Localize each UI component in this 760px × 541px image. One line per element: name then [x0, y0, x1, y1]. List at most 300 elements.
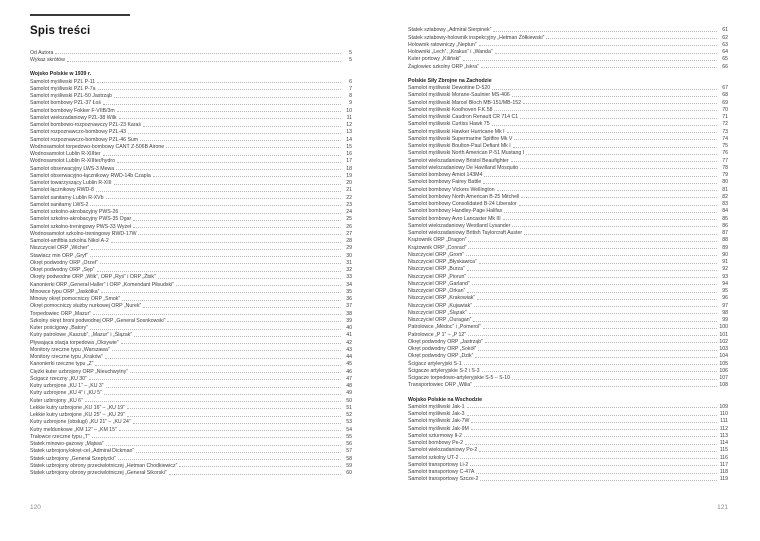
dot-leader	[104, 394, 341, 395]
toc-entry	[30, 172, 352, 179]
toc-entry	[408, 323, 728, 330]
dot-leader	[471, 429, 717, 430]
toc-entry	[30, 389, 352, 396]
toc-entry-page: 60	[346, 470, 352, 476]
toc-entry-page: 100	[719, 324, 728, 331]
toc-entry-label: Samolot łącznikowy RWD-8	[30, 187, 94, 194]
dot-leader	[464, 364, 717, 365]
toc-entry	[30, 135, 352, 142]
toc-entry	[408, 84, 728, 91]
toc-entry-page: 37	[346, 303, 352, 310]
dot-leader	[467, 407, 718, 408]
toc-entry-page: 42	[346, 339, 352, 346]
toc-entry	[408, 207, 728, 214]
toc-entry	[408, 142, 728, 149]
toc-entry-label: Samolot bombowo-rozpoznawczy PZL-23 Karaś	[30, 122, 142, 128]
toc-entry-label: Ciężki kuter uzbrojony ORP „Nieuchwytny”	[30, 368, 128, 375]
dot-leader	[479, 263, 717, 264]
toc-entry-page: 32	[346, 267, 352, 273]
dot-leader	[495, 53, 717, 54]
toc-entry-label: Krążownik ORP „Dragon”	[408, 237, 467, 244]
toc-entry-label: Okręt podwodny ORP „Orzeł”	[30, 259, 98, 266]
toc-entry-label: Samolot sanitarny Lublin R-XVb	[30, 194, 104, 201]
toc-entry-page: 55	[346, 433, 352, 440]
toc-entry-label: Samolot myśliwski Supermarine Spitfire Mk V	[408, 135, 513, 142]
toc-entry-page: 67	[722, 85, 728, 91]
toc-entry-label: Okręty podwodne ORP „Wilk”, ORP „Ryś” i ORP „Żbik”	[30, 274, 156, 281]
dot-leader	[474, 386, 717, 387]
toc-entry	[408, 309, 728, 316]
dot-leader	[463, 60, 717, 61]
toc-entry-page: 47	[346, 375, 352, 382]
toc-entry-label: Patrolowce „P 1” – „P 12”	[408, 331, 467, 338]
toc-entry	[408, 26, 728, 33]
toc-entry	[408, 403, 728, 410]
dot-leader	[133, 423, 341, 424]
dot-leader	[134, 336, 341, 337]
toc-entry-page: 107	[719, 375, 728, 381]
dot-leader	[127, 416, 341, 417]
toc-entry-label: Lekkie kutry uzbrojone „KU 16” – „KU 19”	[30, 404, 125, 411]
toc-entry-page: 43	[346, 346, 352, 353]
toc-entry-page: 89	[722, 244, 728, 251]
toc-entry-label: Kutry uzbrojone (obsługi) „KU 21” – „KU 24”	[30, 419, 131, 426]
toc-entry	[30, 440, 352, 447]
toc-entry-label: Statek uzbrojony obrony przeciwlotniczej „Generał Sikorski”	[30, 470, 167, 476]
toc-entry-page: 7	[349, 85, 352, 92]
toc-entry	[30, 193, 352, 200]
toc-entry	[30, 179, 352, 186]
dot-leader	[468, 241, 717, 242]
toc-entry-page: 53	[346, 419, 352, 426]
dot-leader	[121, 343, 341, 344]
toc-entry-page: 10	[346, 107, 352, 114]
toc-entry-page: 74	[722, 135, 728, 142]
toc-entry-label: Wykaz skrótów	[30, 57, 65, 63]
dot-leader	[112, 350, 341, 351]
dot-leader	[480, 480, 717, 481]
toc-entry-page: 119	[719, 476, 728, 483]
toc-entry-page: 46	[346, 368, 352, 375]
toc-entry	[408, 164, 728, 171]
toc-entry-label: Samolot myśliwski Curtiss Hawk 75	[408, 121, 490, 128]
dot-leader	[130, 372, 341, 373]
toc-entry	[30, 128, 352, 135]
toc-entry	[408, 156, 728, 163]
dot-leader	[483, 328, 717, 329]
toc-entry-label: Kanonierki rzeczne typu „Z”	[30, 361, 94, 368]
dot-leader	[484, 176, 717, 177]
toc-entry-label: Samolot towarzyszący Lublin R-XIII	[30, 180, 112, 186]
dot-leader	[470, 465, 717, 466]
toc-entry-label: Samolot wielozadaniowy British Taylorcraft Auster	[408, 230, 523, 236]
toc-entry	[408, 178, 728, 185]
dot-leader	[524, 234, 717, 235]
toc-entry-label: Samolot myśliwski Jak-1	[408, 403, 465, 410]
toc-entry-page: 9	[349, 100, 352, 107]
toc-entry	[30, 208, 352, 215]
dot-leader	[507, 132, 717, 133]
toc-entry-label: Samolot bombowy North American B-25 Mitchell	[408, 193, 520, 200]
toc-entry	[30, 346, 352, 353]
toc-entry	[408, 338, 728, 345]
toc-entry-page: 22	[346, 194, 352, 201]
dot-leader	[128, 133, 341, 134]
dot-leader	[503, 219, 717, 220]
toc-entry-label: Samolot myśliwski PZL P-11	[30, 78, 96, 85]
dot-leader	[133, 227, 341, 228]
toc-entry	[408, 432, 728, 439]
toc-entry	[30, 215, 352, 222]
toc-entry	[30, 367, 352, 374]
toc-entry	[30, 411, 352, 418]
toc-entry-label: Samolot myśliwski Jak-9M	[408, 425, 469, 432]
dot-leader	[519, 205, 717, 206]
dot-leader	[91, 249, 341, 250]
toc-entry-page: 18	[346, 165, 352, 172]
toc-entry-label: Transportowiec ORP „Wilia”	[408, 382, 472, 389]
dot-leader	[485, 342, 717, 343]
toc-entry-page: 71	[722, 114, 728, 120]
toc-entry	[30, 157, 352, 164]
toc-entry	[408, 62, 728, 69]
dot-leader	[117, 162, 341, 163]
toc-entry-label: Kutry patrolowe „Kaszub”, „Mazur” i „Ślązak”	[30, 332, 133, 339]
toc-entry-label: Krążownik ORP „Conrad”	[408, 244, 467, 251]
toc-entry-page: 27	[346, 230, 352, 237]
dot-leader	[133, 220, 341, 221]
toc-entry-label: Statek sztabowy-holownik inspekcyjny „Hetman Żółkiewski”	[408, 34, 545, 41]
dot-leader	[90, 256, 341, 257]
toc-entry	[30, 317, 352, 324]
dot-leader	[467, 415, 718, 416]
toc-entry-label: Samolot bombowy Amiot 143M4	[408, 172, 483, 178]
toc-entry-label: Pływająca stacja torpedowa „Oksywie”	[30, 339, 119, 346]
dot-leader	[482, 371, 718, 372]
toc-entry-page: 78	[722, 164, 728, 171]
dot-leader	[473, 321, 717, 322]
toc-entry-page: 101	[719, 331, 728, 338]
dot-leader	[474, 306, 717, 307]
toc-entry	[408, 91, 728, 98]
toc-entry	[408, 417, 728, 424]
toc-entry-label: Okręt podwodny ORP „Jastrząb”	[408, 338, 483, 345]
toc-entry-label: Samolot obserwacyjny LWS-3 Mewa	[30, 165, 115, 172]
toc-entry	[30, 56, 352, 63]
dot-leader	[176, 285, 341, 286]
toc-entry-page: 106	[719, 367, 728, 374]
dot-leader	[526, 154, 717, 155]
toc-entry-page: 75	[722, 143, 728, 149]
toc-entry-label: Samolot wielozadaniowy Po-2	[408, 447, 478, 454]
toc-entry-page: 16	[346, 151, 352, 157]
toc-entry-label: Samolot wielozadaniowy De Havilland Mosquito	[408, 164, 519, 171]
dot-leader	[477, 299, 717, 300]
toc-entry-page: 36	[346, 296, 352, 302]
dot-leader	[514, 139, 717, 140]
toc-entry-label: Samolot wielozadaniowy PZL-38 Wilk	[30, 114, 117, 121]
toc-entry-page: 41	[346, 332, 352, 339]
dot-leader	[117, 111, 341, 112]
toc-entry	[408, 367, 728, 374]
toc-entry-label: Okręt podwodny ORP „Sęp”	[30, 267, 95, 273]
dot-leader	[468, 248, 717, 249]
toc-entry-label: Samolot szkolno-treningowy PWS-33 Wyżeł	[30, 223, 132, 230]
toc-entry-page: 64	[722, 49, 728, 55]
toc-entry-page: 44	[346, 354, 352, 360]
dot-leader	[103, 155, 341, 156]
toc-entry-page: 111	[720, 418, 728, 425]
toc-entry-page: 62	[722, 34, 728, 41]
dot-leader	[476, 473, 717, 474]
toc-entry	[408, 243, 728, 250]
toc-entry-label: Samolot myśliwski Dewoitine D-520	[408, 85, 491, 91]
toc-entry-page: 118	[719, 469, 728, 475]
toc-entry-page: 92	[722, 266, 728, 273]
toc-entry-page: 17	[346, 158, 352, 165]
toc-entry-page: 95	[722, 288, 728, 294]
toc-entry-label: Żaglowiec szkolny ORP „Iskra”	[408, 63, 479, 70]
toc-entry-page: 68	[722, 92, 728, 99]
toc-entry-label: Niszczyciel ORP „Błyskawica”	[408, 259, 477, 265]
dot-leader	[504, 212, 717, 213]
toc-entry-label: Samolot obserwacyjno-łącznikowy RWD-14b Czapla	[30, 172, 151, 179]
dot-leader	[106, 445, 341, 446]
toc-entry-page: 117	[719, 461, 728, 468]
dot-leader	[111, 242, 341, 243]
toc-entry-page: 59	[346, 462, 352, 469]
dot-leader	[97, 271, 342, 272]
toc-entry-page: 83	[722, 201, 728, 207]
dot-leader	[90, 205, 341, 206]
toc-entry-label: Kuter pościgowy „Batory”	[30, 325, 88, 331]
toc-entry-label: Samolot rozpoznawczo-bombowy PZL-43	[30, 129, 127, 136]
toc-entry-label: Statek uzbrojony „Generał Szeptycki”	[30, 455, 116, 462]
toc-entry	[30, 396, 352, 403]
dot-leader	[103, 104, 341, 105]
toc-entry-page: 38	[346, 310, 352, 317]
toc-entry-page: 35	[346, 288, 352, 295]
toc-entry-page: 96	[722, 295, 728, 302]
toc-entry	[408, 41, 728, 48]
toc-entry-label: Trałowce rzeczne typu „T”	[30, 433, 90, 440]
toc-entry	[408, 294, 728, 301]
toc-entry-page: 113	[719, 432, 728, 439]
dot-leader	[483, 183, 717, 184]
toc-entry-label: Samolot myśliwski Marcel Bloch MB-151/MB-152	[408, 99, 522, 106]
dot-leader	[492, 89, 717, 90]
toc-column-right	[408, 26, 728, 482]
toc-entry-label: Holownik ratowniczy „Neptun”	[408, 41, 477, 48]
toc-entry-label: Torpedowiec ORP „Mazur”	[30, 310, 92, 317]
toc-entry	[408, 301, 728, 308]
toc-entry	[408, 374, 728, 381]
toc-entry-label: Niszczyciel ORP „Ślązak”	[408, 309, 467, 316]
toc-entry	[30, 244, 352, 251]
toc-entry	[408, 461, 728, 468]
title-rule	[30, 14, 130, 16]
toc-entry-label: Samolot myśliwski PZL-50 Jastrząb	[30, 93, 112, 99]
dot-leader	[481, 67, 717, 68]
toc-entry-label: Niszczyciel ORP „Piorun”	[408, 273, 467, 280]
section-heading: Polskie Siły Zbrojne na Zachodzie	[408, 77, 492, 84]
toc-entry-label: Minowce typu ORP „Jaskółka”	[30, 288, 100, 295]
toc-entry	[30, 382, 352, 389]
toc-entry-label: Samolot myśliwski Hawker Hurricane Mk I	[408, 128, 505, 135]
dot-leader	[138, 234, 341, 235]
toc-entry-label: Samolot myśliwski Koolhoven F.K.58	[408, 106, 493, 113]
toc-entry-page: 108	[719, 382, 728, 389]
toc-entry-page: 29	[346, 245, 352, 252]
toc-entry	[408, 410, 728, 417]
dot-leader	[122, 300, 341, 301]
toc-entry	[408, 280, 728, 287]
toc-entry-label: Samolot sanitarny LWS-2	[30, 201, 89, 208]
toc-entry	[408, 106, 728, 113]
toc-entry-label: Samolot bombowy Handley-Page Halifax	[408, 208, 503, 215]
dot-leader	[140, 140, 341, 141]
toc-entry-label: Stawiacz min ORP „Gryf”	[30, 252, 88, 259]
dot-leader	[475, 357, 717, 358]
dot-leader	[106, 387, 341, 388]
dot-leader	[512, 226, 717, 227]
toc-entry-page: 50	[346, 397, 352, 404]
dot-leader	[96, 191, 341, 192]
toc-entry	[408, 453, 728, 460]
toc-entry-page: 93	[722, 273, 728, 280]
dot-leader	[471, 422, 717, 423]
toc-entry-page: 77	[722, 157, 728, 164]
toc-entry-page: 54	[346, 426, 352, 433]
toc-entry-label: Samolot myśliwski Jak-7W	[408, 418, 470, 425]
dot-leader	[153, 176, 341, 177]
toc-entry-page: 65	[722, 56, 728, 63]
toc-entry-label: Holowniki „Lech”, „Krakus” i „Wanda”	[408, 49, 493, 55]
dot-leader	[67, 61, 341, 62]
dot-leader	[479, 451, 717, 452]
dot-leader	[166, 147, 341, 148]
toc-entry-page: 5	[349, 57, 352, 63]
toc-entry-page: 81	[722, 186, 728, 193]
toc-entry-page: 91	[722, 259, 728, 265]
toc-column-left	[30, 49, 352, 477]
toc-entry-page: 97	[722, 302, 728, 309]
toc-entry	[408, 185, 728, 192]
toc-entry	[408, 330, 728, 337]
dot-leader	[116, 169, 341, 170]
toc-entry-page: 110	[719, 411, 728, 417]
toc-entry-page: 48	[346, 383, 352, 389]
toc-entry	[30, 77, 352, 84]
toc-entry	[408, 113, 728, 120]
toc-entry	[408, 272, 728, 279]
toc-entry	[30, 99, 352, 106]
toc-entry-label: Statek uzbrojony obrony przeciwlotniczej „Hetman Chodkiewicz”	[30, 462, 178, 469]
toc-entry-label: Samolot szkolno-akrobacyjny PWS-35 Ogar	[30, 216, 132, 223]
toc-entry	[408, 55, 728, 62]
toc-entry	[30, 360, 352, 367]
toc-entry-label: Samolot bombowy Vickers Wellington	[408, 186, 495, 193]
toc-entry	[30, 462, 352, 469]
toc-entry-label: Niszczyciel ORP „Wicher”	[30, 245, 90, 252]
toc-entry	[30, 418, 352, 425]
toc-entry-page: 73	[722, 128, 728, 135]
toc-entry-page: 12	[346, 122, 352, 128]
toc-entry	[30, 425, 352, 432]
toc-entry-label: Samolot rozpoznawczo-bombowy PZL-46 Sum	[30, 136, 139, 143]
toc-entry-page: 21	[346, 187, 352, 194]
toc-entry-label: Samolot transportowy Li-2	[408, 461, 469, 468]
toc-entry-page: 90	[722, 251, 728, 258]
toc-entry	[408, 265, 728, 272]
toc-entry-label: Samolot myśliwski Jak-3	[408, 411, 465, 417]
toc-entry	[30, 230, 352, 237]
toc-entry	[408, 352, 728, 359]
dot-leader	[494, 110, 717, 111]
dot-leader	[546, 38, 717, 39]
toc-entry-label: Samolot bombowy PZL-37 Łoś	[30, 100, 101, 107]
toc-entry-page: 5	[349, 49, 352, 56]
dot-leader	[460, 458, 717, 459]
dot-leader	[469, 313, 717, 314]
toc-entry	[30, 251, 352, 258]
toc-entry-page: 31	[346, 259, 352, 266]
toc-entry	[408, 229, 728, 236]
toc-entry-label: Minowy okręt pomocniczy ORP „Smok”	[30, 296, 121, 302]
toc-entry-page: 39	[346, 317, 352, 324]
page-right	[380, 0, 760, 541]
toc-entry-page: 112	[719, 425, 728, 432]
toc-entry-page: 69	[722, 99, 728, 106]
toc-entry	[30, 309, 352, 316]
toc-entry-label: Samolot bombowy Fairey Battle	[408, 179, 482, 186]
toc-entry-label: Niszczyciel ORP „Ouragan”	[408, 317, 472, 323]
toc-entry	[408, 48, 728, 55]
toc-entry-label: Monitory rzeczne typu „Kraków”	[30, 354, 103, 360]
toc-entry-page: 8	[349, 93, 352, 99]
dot-leader	[90, 329, 341, 330]
dot-leader	[114, 97, 341, 98]
toc-entry	[408, 439, 728, 446]
toc-entry-label: Od Autora	[30, 49, 54, 56]
dot-leader	[119, 430, 341, 431]
dot-leader	[493, 31, 717, 32]
toc-entry-label: Kutry uzbrojone „KU 4” i „KU 5”	[30, 390, 102, 397]
dot-leader	[127, 408, 341, 409]
toc-entry-page: 57	[346, 448, 352, 455]
toc-entry	[30, 259, 352, 266]
dot-leader	[158, 278, 341, 279]
toc-entry-page: 11	[346, 114, 352, 121]
toc-entry-page: 33	[346, 274, 352, 281]
dot-leader	[167, 321, 341, 322]
toc-entry-label: Wodnosamolot Lublin R-XIIIter	[30, 151, 101, 157]
toc-entry-label: Statek uzbrojony/okręt-cel „Admirał Dickman”	[30, 448, 135, 455]
toc-entry-page: 114	[719, 440, 728, 446]
toc-entry	[408, 149, 728, 156]
toc-entry	[30, 85, 352, 92]
toc-entry-label: Okręt podwodny ORP „Sokół”	[408, 346, 477, 352]
toc-entry	[30, 331, 352, 338]
toc-entry-page: 51	[346, 404, 352, 411]
dot-leader	[92, 437, 341, 438]
toc-entry-page: 72	[722, 121, 728, 128]
toc-entry-label: Niszczyciel ORP „Garland”	[408, 280, 470, 287]
toc-entry	[30, 266, 352, 273]
dot-leader	[464, 436, 717, 437]
toc-entry	[30, 302, 352, 309]
dot-leader	[97, 82, 341, 83]
